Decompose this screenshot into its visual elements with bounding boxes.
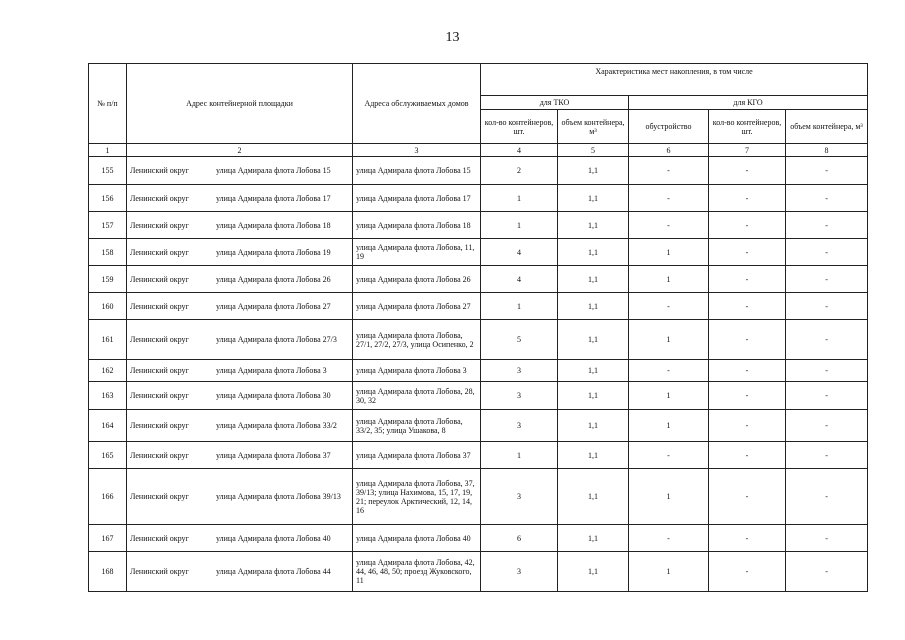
served-addresses: улица Адмирала флота Лобова 40: [353, 525, 481, 552]
kgo-facility: 1: [629, 320, 709, 360]
tko-count: 4: [481, 239, 558, 266]
served-addresses: улица Адмирала флота Лобова 27: [353, 293, 481, 320]
site-address: улица Адмирала флота Лобова 40: [216, 533, 331, 543]
header-row-number: № п/п: [89, 64, 127, 144]
kgo-volume: -: [786, 266, 868, 293]
tko-volume: 1,1: [558, 469, 629, 525]
header-kgo-count: кол-во контейнеров, шт.: [709, 110, 786, 144]
tko-count: 3: [481, 469, 558, 525]
kgo-count: -: [709, 212, 786, 239]
kgo-volume: -: [786, 320, 868, 360]
district: Ленинский округ: [130, 533, 189, 543]
kgo-count: -: [709, 410, 786, 442]
kgo-count: -: [709, 469, 786, 525]
table-row: [89, 360, 868, 382]
kgo-facility: 1: [629, 469, 709, 525]
tko-count: 6: [481, 525, 558, 552]
tko-volume: 1,1: [558, 266, 629, 293]
site-address-cell: [127, 293, 353, 320]
kgo-volume: -: [786, 185, 868, 212]
site-address: улица Адмирала флота Лобова 15: [216, 166, 331, 175]
column-number: 6: [629, 144, 709, 157]
tko-volume: 1,1: [558, 525, 629, 552]
tko-volume: 1,1: [558, 382, 629, 410]
served-addresses: улица Адмирала флота Лобова, 37, 39/13; улица Нахимова, 15, 17, 19, 21; переулок Арктический, 12, 14, 16: [353, 469, 481, 525]
tko-count: 3: [481, 360, 558, 382]
table-row: [89, 469, 868, 525]
kgo-volume: -: [786, 212, 868, 239]
kgo-volume: -: [786, 525, 868, 552]
tko-count: 1: [481, 212, 558, 239]
row-number: 155: [89, 157, 127, 185]
table-body: [89, 157, 868, 592]
tko-count: 3: [481, 382, 558, 410]
kgo-count: -: [709, 239, 786, 266]
site-address-cell: [127, 212, 353, 239]
tko-count: 5: [481, 320, 558, 360]
site-address-cell: [127, 157, 353, 185]
tko-volume: 1,1: [558, 320, 629, 360]
site-address-cell: [127, 320, 353, 360]
row-number: 162: [89, 360, 127, 382]
kgo-count: -: [709, 382, 786, 410]
tko-count: 1: [481, 293, 558, 320]
row-number: 158: [89, 239, 127, 266]
site-address: улица Адмирала флота Лобова 39/13: [216, 492, 341, 501]
site-address-cell: [127, 469, 353, 525]
kgo-facility: 1: [629, 266, 709, 293]
site-address-cell: [127, 239, 353, 266]
served-addresses: улица Адмирала флота Лобова, 42, 44, 46, 48, 50; проезд Жуковского, 11: [353, 552, 481, 592]
kgo-volume: -: [786, 552, 868, 592]
kgo-facility: -: [629, 525, 709, 552]
district: Ленинский округ: [130, 274, 189, 284]
table-row: [89, 157, 868, 185]
tko-volume: 1,1: [558, 442, 629, 469]
served-addresses: улица Адмирала флота Лобова, 33/2, 35; улица Ушакова, 8: [353, 410, 481, 442]
header-site-address: Адрес контейнерной площадки: [127, 64, 353, 144]
kgo-facility: 1: [629, 552, 709, 592]
tko-volume: 1,1: [558, 552, 629, 592]
header-kgo: для КГО: [629, 96, 868, 110]
tko-count: 1: [481, 185, 558, 212]
row-number: 163: [89, 382, 127, 410]
tko-volume: 1,1: [558, 157, 629, 185]
kgo-volume: -: [786, 410, 868, 442]
container-sites-table: [88, 63, 868, 592]
site-address-cell: [127, 442, 353, 469]
column-number: 5: [558, 144, 629, 157]
column-number: 7: [709, 144, 786, 157]
row-number: 160: [89, 293, 127, 320]
table-row: [89, 525, 868, 552]
tko-count: 3: [481, 552, 558, 592]
served-addresses: улица Адмирала флота Лобова, 11, 19: [353, 239, 481, 266]
kgo-count: -: [709, 185, 786, 212]
column-number: 1: [89, 144, 127, 157]
table-row: [89, 442, 868, 469]
served-addresses: улица Адмирала флота Лобова, 27/1, 27/2, 27/3, улица Осипенко, 2: [353, 320, 481, 360]
site-address: улица Адмирала флота Лобова 26: [216, 274, 331, 284]
site-address-cell: [127, 185, 353, 212]
kgo-count: -: [709, 266, 786, 293]
kgo-facility: 1: [629, 382, 709, 410]
row-number: 159: [89, 266, 127, 293]
site-address: улица Адмирала флота Лобова 33/2: [216, 421, 337, 430]
header-tko: для ТКО: [481, 96, 629, 110]
kgo-facility: -: [629, 157, 709, 185]
row-number: 168: [89, 552, 127, 592]
district: Ленинский округ: [130, 366, 189, 375]
district: Ленинский округ: [130, 492, 189, 501]
tko-count: 4: [481, 266, 558, 293]
site-address-cell: [127, 552, 353, 592]
kgo-count: -: [709, 525, 786, 552]
tko-volume: 1,1: [558, 410, 629, 442]
header-served-addresses: Адреса обслуживаемых домов: [353, 64, 481, 144]
site-address-cell: [127, 266, 353, 293]
kgo-volume: -: [786, 442, 868, 469]
header-tko-volume: объем контейнера, м³: [558, 110, 629, 144]
site-address: улица Адмирала флота Лобова 30: [216, 391, 331, 400]
row-number: 165: [89, 442, 127, 469]
served-addresses: улица Адмирала флота Лобова 37: [353, 442, 481, 469]
site-address: улица Адмирала флота Лобова 27/3: [216, 335, 337, 344]
row-number: 161: [89, 320, 127, 360]
kgo-volume: -: [786, 293, 868, 320]
kgo-facility: -: [629, 212, 709, 239]
kgo-facility: 1: [629, 239, 709, 266]
served-addresses: улица Адмирала флота Лобова 18: [353, 212, 481, 239]
kgo-count: -: [709, 293, 786, 320]
district: Ленинский округ: [130, 193, 189, 203]
header-tko-count: кол-во контейнеров, шт.: [481, 110, 558, 144]
table-row: [89, 266, 868, 293]
header-kgo-facility: обустройство: [629, 110, 709, 144]
row-number: 164: [89, 410, 127, 442]
table-header: [89, 64, 868, 157]
site-address-cell: [127, 410, 353, 442]
district: Ленинский округ: [130, 450, 189, 460]
kgo-facility: -: [629, 360, 709, 382]
district: Ленинский округ: [130, 391, 189, 400]
kgo-volume: -: [786, 469, 868, 525]
table-row: [89, 320, 868, 360]
table-row: [89, 185, 868, 212]
table-row: [89, 212, 868, 239]
kgo-volume: -: [786, 360, 868, 382]
table-row: [89, 410, 868, 442]
district: Ленинский округ: [130, 166, 189, 175]
page-number: 13: [445, 30, 460, 45]
kgo-volume: -: [786, 157, 868, 185]
site-address-cell: [127, 525, 353, 552]
served-addresses: улица Адмирала флота Лобова, 28, 30, 32: [353, 382, 481, 410]
site-address: улица Адмирала флота Лобова 3: [216, 366, 327, 375]
header-kgo-volume: объем контейнера, м³: [786, 110, 868, 144]
site-address: улица Адмирала флота Лобова 18: [216, 220, 331, 230]
kgo-facility: -: [629, 442, 709, 469]
tko-count: 2: [481, 157, 558, 185]
site-address-cell: [127, 382, 353, 410]
district: Ленинский округ: [130, 247, 189, 257]
kgo-facility: 1: [629, 410, 709, 442]
site-address-cell: [127, 360, 353, 382]
district: Ленинский округ: [130, 335, 189, 344]
header-characteristics: Характеристика мест накопления, в том числе: [481, 64, 868, 96]
table-row: [89, 552, 868, 592]
kgo-count: -: [709, 442, 786, 469]
row-number: 167: [89, 525, 127, 552]
column-number-row: [89, 144, 868, 157]
row-number: 157: [89, 212, 127, 239]
district: Ленинский округ: [130, 421, 189, 430]
district: Ленинский округ: [130, 220, 189, 230]
tko-volume: 1,1: [558, 212, 629, 239]
column-number: 4: [481, 144, 558, 157]
table-row: [89, 239, 868, 266]
site-address: улица Адмирала флота Лобова 17: [216, 193, 331, 203]
column-number: 2: [127, 144, 353, 157]
row-number: 166: [89, 469, 127, 525]
tko-volume: 1,1: [558, 185, 629, 212]
served-addresses: улица Адмирала флота Лобова 17: [353, 185, 481, 212]
site-address: улица Адмирала флота Лобова 44: [216, 567, 331, 576]
row-number: 156: [89, 185, 127, 212]
tko-count: 1: [481, 442, 558, 469]
kgo-facility: -: [629, 293, 709, 320]
district: Ленинский округ: [130, 301, 189, 311]
kgo-facility: -: [629, 185, 709, 212]
table-row: [89, 293, 868, 320]
kgo-volume: -: [786, 239, 868, 266]
tko-volume: 1,1: [558, 293, 629, 320]
kgo-count: -: [709, 157, 786, 185]
site-address: улица Адмирала флота Лобова 27: [216, 301, 331, 311]
kgo-count: -: [709, 320, 786, 360]
table-row: [89, 382, 868, 410]
site-address: улица Адмирала флота Лобова 19: [216, 247, 331, 257]
kgo-count: -: [709, 552, 786, 592]
tko-volume: 1,1: [558, 360, 629, 382]
column-number: 3: [353, 144, 481, 157]
served-addresses: улица Адмирала флота Лобова 15: [353, 157, 481, 185]
served-addresses: улица Адмирала флота Лобова 3: [353, 360, 481, 382]
kgo-volume: -: [786, 382, 868, 410]
served-addresses: улица Адмирала флота Лобова 26: [353, 266, 481, 293]
column-number: 8: [786, 144, 868, 157]
site-address: улица Адмирала флота Лобова 37: [216, 450, 331, 460]
district: Ленинский округ: [130, 567, 189, 576]
tko-volume: 1,1: [558, 239, 629, 266]
kgo-count: -: [709, 360, 786, 382]
tko-count: 3: [481, 410, 558, 442]
